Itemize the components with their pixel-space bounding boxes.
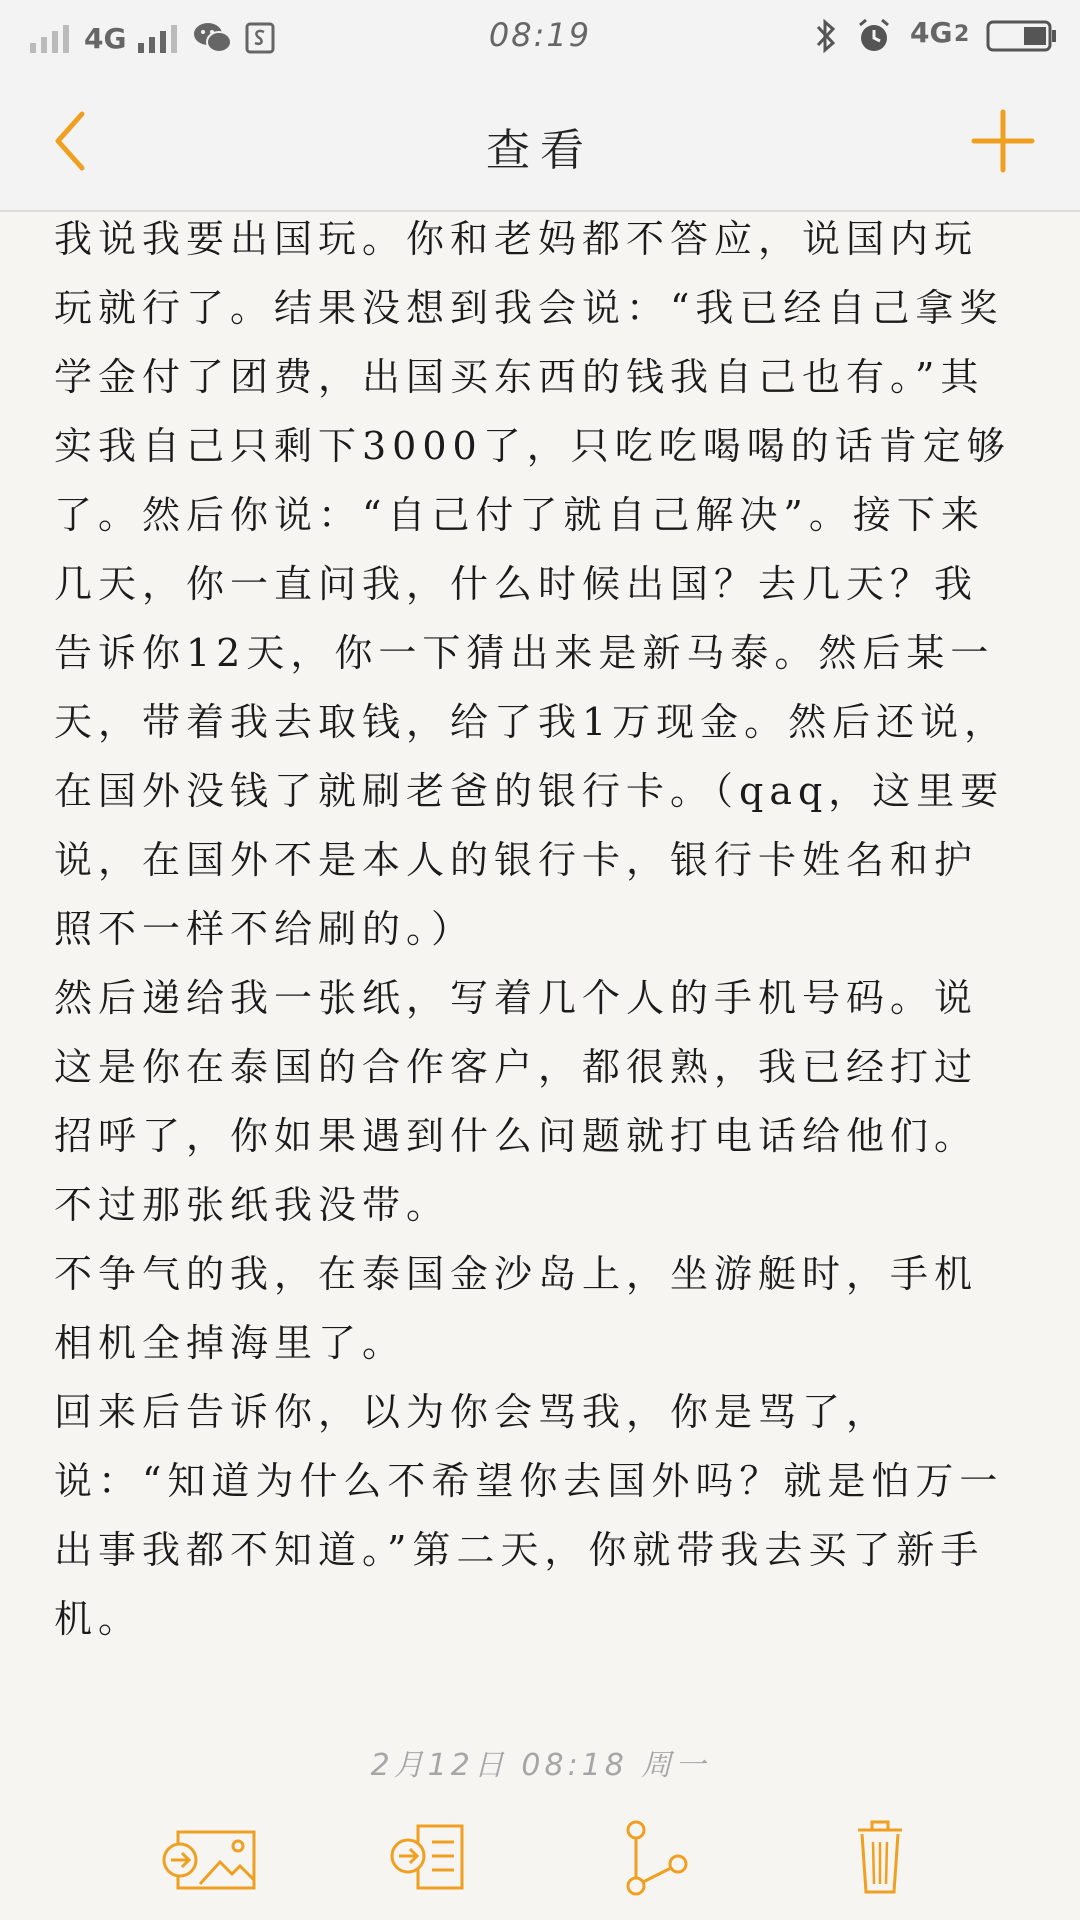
network-4g-indicator — [910, 16, 968, 56]
battery-icon — [986, 19, 1058, 53]
note-timestamp: 2月12日 08:18 周一 — [370, 1748, 710, 1783]
note-paragraph: 然后递给我一张纸，写着几个人的手机号码。说这是你在泰国的合作客户，都很熟，我已经打过招呼了，你如果遇到什么问题就打电话给他们。不过那张纸我没带。 — [54, 976, 979, 1227]
note-paragraph: 我说我要出国玩。你和老妈都不答应，说国内玩玩就行了。结果没想到我会说：“我已经自己拿奖学金付了团费，出国买东西的钱我自己也有。”其实我自己只剩下3000了，只吃吃喝喝的话肯定够了。然后你说：“自己付了就自己解决”。接下来几天，你一直问我，什么时候出国？去几天？我告诉你12天，你一下猜出来是新马泰。然后某一天，带着我去取钱，给了我1万现金。然后还说，在国外没钱了就刷老爸的银行卡。（qaq，这里要说，在国外不是本人的银行卡，银行卡姓名和护照不一样不给刷的。） — [54, 217, 1011, 951]
trash-icon — [840, 1818, 950, 1898]
nav-bar — [0, 74, 1080, 212]
alarm-icon — [856, 17, 892, 55]
status-bar — [0, 0, 1080, 74]
add-note-button[interactable] — [970, 108, 1036, 174]
plus-icon — [970, 108, 1036, 174]
network-type-right: 4G — [910, 16, 953, 49]
note-paragraph: 回来后告诉你，以为你会骂我，你是骂了，说：“知道为什么不希望你去国外吗？就是怕万一出事我都不知道。”第二天，你就带我去买了新手机。 — [54, 1390, 1004, 1641]
status-right — [814, 14, 1058, 58]
network-type-left: 4G — [84, 21, 127, 55]
sim-number: 2 — [954, 22, 970, 47]
insert-checklist-button[interactable] — [388, 1818, 498, 1908]
page-title: 查看 — [486, 125, 594, 176]
share-button[interactable] — [614, 1818, 724, 1908]
insert-image-button[interactable] — [160, 1818, 270, 1908]
bottom-toolbar — [0, 1790, 1080, 1920]
note-body[interactable] — [54, 205, 1014, 1654]
bluetooth-icon — [814, 17, 838, 55]
note-paragraph: 不争气的我，在泰国金沙岛上，坐游艇时，手机相机全掉海里了。 — [54, 1252, 979, 1365]
delete-button[interactable] — [840, 1818, 950, 1908]
insert-image-icon — [160, 1818, 270, 1898]
status-time: 08:19 — [488, 16, 592, 54]
share-icon — [614, 1818, 724, 1898]
insert-list-icon — [388, 1818, 498, 1898]
